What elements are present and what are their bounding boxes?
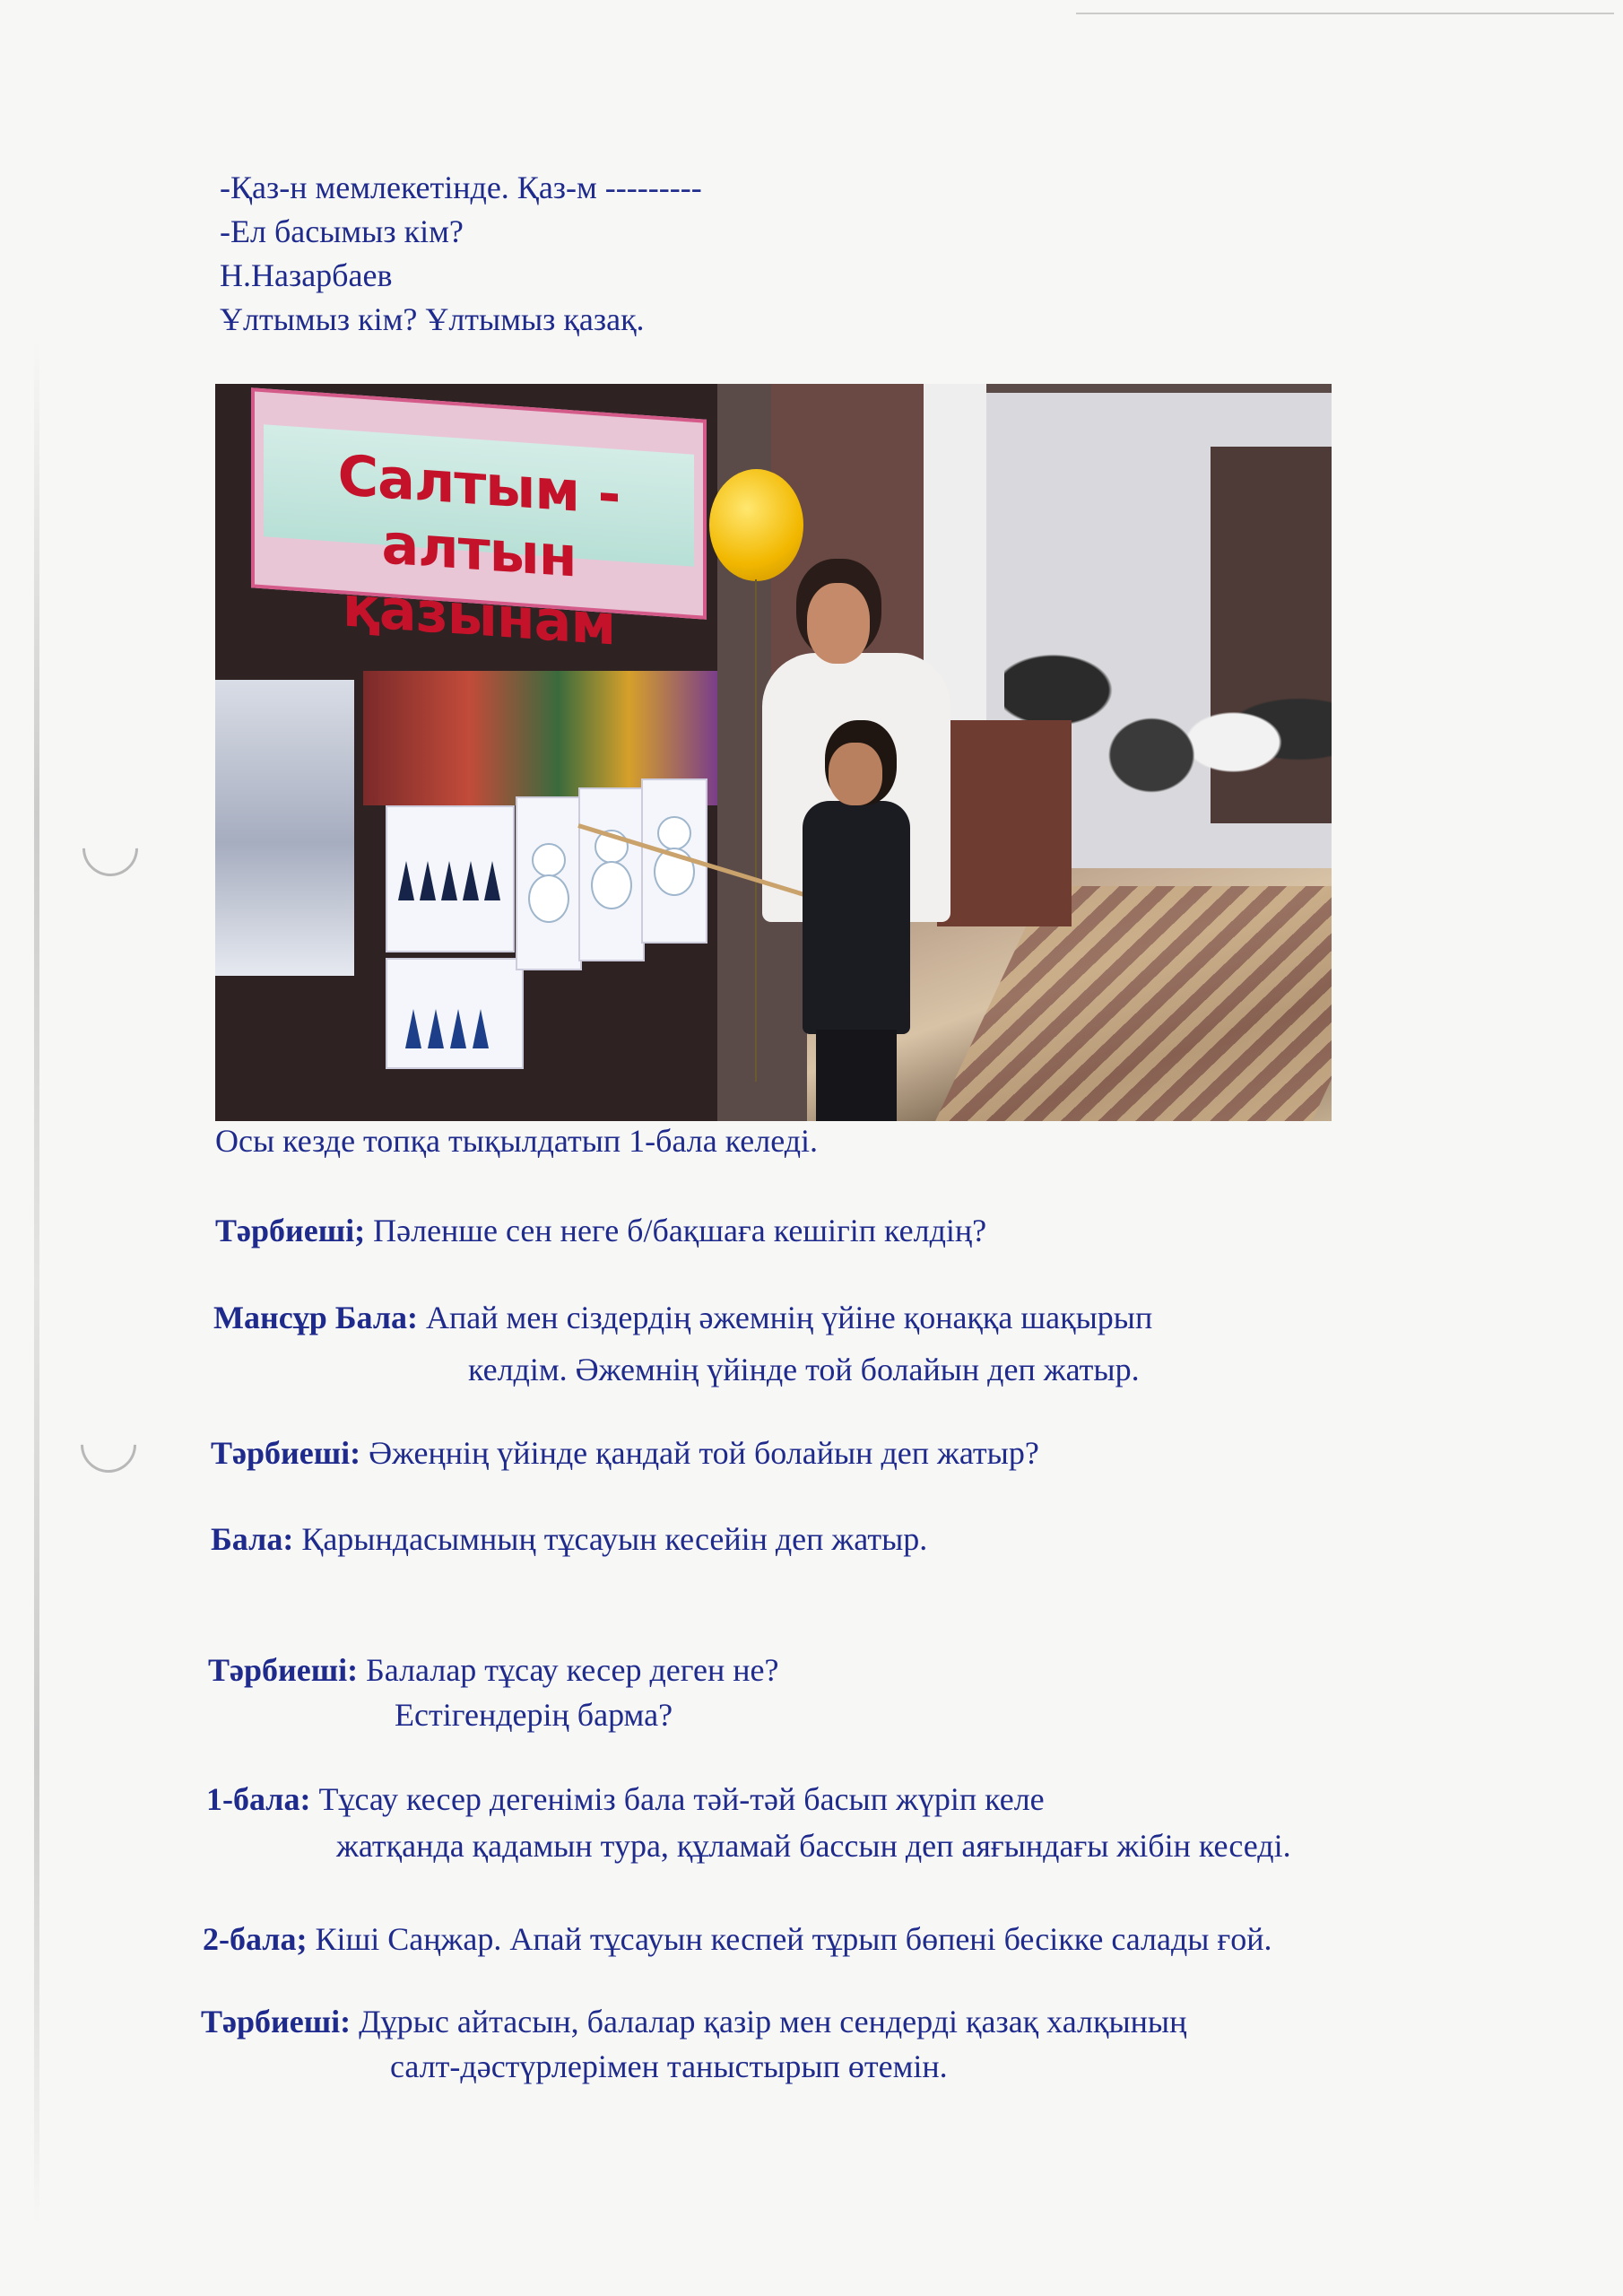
intro-line: Ұлтымыз кім? Ұлтымыз қазақ. — [220, 301, 645, 337]
dialog-line — [201, 2000, 1186, 2044]
photo-balloon — [709, 469, 803, 581]
photo-banner — [251, 387, 707, 658]
scan-edge-shadow — [34, 341, 39, 2224]
dialog-line — [208, 1648, 779, 1692]
dialog-line — [213, 1296, 1152, 1340]
punch-hole-bottom — [69, 1405, 148, 1484]
dialog-speaker: Тәрбиеші: — [208, 1652, 359, 1688]
photo-card-snowman-1 — [516, 796, 582, 970]
dialog-speaker: Мансұр Бала: — [213, 1300, 419, 1335]
classroom-photo — [215, 384, 1332, 1121]
dialog-continuation: Естігендерің барма? — [395, 1697, 673, 1733]
dialog-text: Апай мен сіздердің әжемнің үйіне қонаққа шақырып — [418, 1300, 1153, 1335]
dialog-text: Пәленше сен неге б/бақшаға кешігіп келдің? — [365, 1213, 987, 1248]
dialog-continuation: салт-дәстүрлерімен таныстырып өтемін. — [390, 2048, 948, 2084]
photo-winter-picture — [215, 680, 354, 976]
photo-boy — [803, 801, 910, 1034]
photo-desk — [937, 720, 1072, 926]
photo-boy-face — [829, 743, 882, 805]
dialog-text: Балалар тұсау кесер деген не? — [358, 1652, 779, 1688]
dialog-speaker: 1-бала: — [206, 1781, 311, 1817]
dialog-line — [211, 1518, 927, 1561]
photo-card-snowman-2 — [578, 787, 645, 961]
dialog-text: Тұсау кесер дегеніміз бала тәй-тәй басып жүріп келе — [310, 1781, 1045, 1817]
dialog-speaker: Тәрбиеші: — [211, 1435, 361, 1471]
dialog-text: Қарындасымның тұсауын кесейін деп жатыр. — [293, 1521, 928, 1557]
scan-line — [1076, 13, 1614, 14]
punch-hole-top — [71, 809, 150, 888]
intro-line: -Қаз-н мемлекетінде. Қаз-м --------- — [220, 170, 702, 205]
dialog-line — [215, 1209, 986, 1253]
dialog-text: Әжеңнің үйінде қандай той болайын деп жатыр? — [360, 1435, 1039, 1471]
intro-line: Н.Назарбаев — [220, 257, 393, 293]
intro-line: -Ел басымыз кім? — [220, 213, 464, 249]
dialog-continuation: келдім. Әжемнің үйінде той болайын деп жатыр. — [468, 1352, 1140, 1387]
dialog-line — [203, 1918, 1272, 1961]
dialog-text: Кіші Саңжар. Апай тұсауын кеспей тұрып бөпені бесікке салады ғой. — [307, 1921, 1272, 1957]
dialog-speaker: Тәрбиеші; — [215, 1213, 366, 1248]
dialog-line — [206, 1778, 1045, 1822]
photo-caption: Осы кезде топқа тықылдатып 1-бала келеді. — [215, 1123, 819, 1159]
photo-teacher-face — [807, 583, 870, 664]
photo-balloon-string — [755, 579, 757, 1082]
photo-card-trees-2 — [386, 958, 524, 1069]
photo-card-trees — [386, 805, 515, 952]
dialog-speaker: Бала: — [211, 1521, 294, 1557]
dialog-speaker: Тәрбиеші: — [201, 2004, 352, 2039]
dialog-text: Дұрыс айтасын, балалар қазір мен сендерді қазақ халқының — [351, 2004, 1187, 2039]
photo-boy-legs — [816, 1030, 897, 1121]
banner-text: Салтым - алтын қазынам — [337, 441, 621, 658]
intro-text — [220, 166, 702, 342]
dialog-continuation: жатқанда қадамын тура, құламай бассын деп аяғындағы жібін кеседі. — [336, 1828, 1291, 1864]
dialog-speaker: 2-бала; — [203, 1921, 308, 1957]
dialog-line — [211, 1431, 1039, 1475]
